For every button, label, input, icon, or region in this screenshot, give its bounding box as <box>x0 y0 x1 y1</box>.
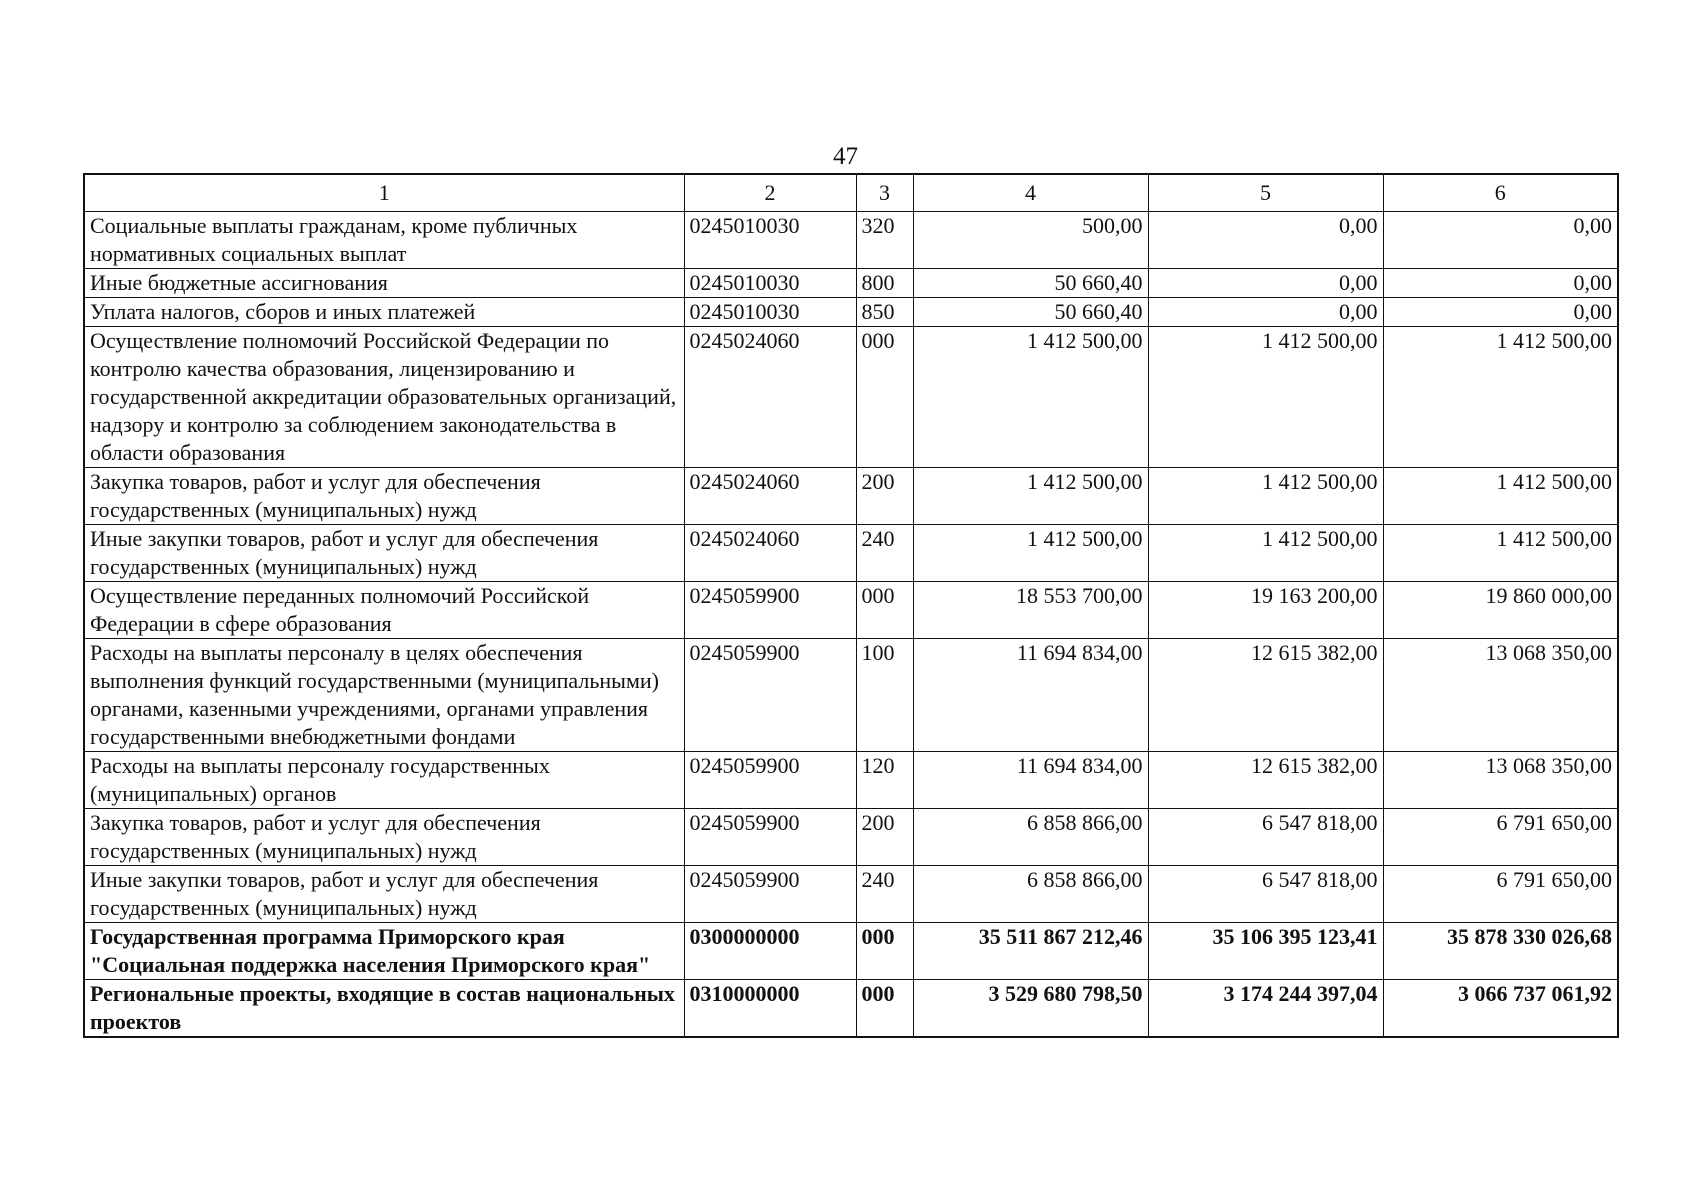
table-row <box>84 327 1618 468</box>
page-number: 47 <box>833 143 858 170</box>
table-body <box>84 212 1618 1038</box>
row-value-col4-cell: 35 511 867 212,46 <box>913 923 1148 980</box>
row-value-col6-cell: 0,00 <box>1383 212 1618 269</box>
column-header: 2 <box>684 174 856 212</box>
column-header: 1 <box>84 174 684 212</box>
row-value-col5-cell: 35 106 395 123,41 <box>1148 923 1383 980</box>
table-row <box>84 212 1618 269</box>
column-header: 5 <box>1148 174 1383 212</box>
row-value-col5-cell: 3 174 244 397,04 <box>1148 980 1383 1038</box>
table-header-row <box>84 174 1618 212</box>
table-row <box>84 298 1618 327</box>
row-code-cell: 0245024060 <box>684 327 856 468</box>
row-value-col6-cell: 3 066 737 061,92 <box>1383 980 1618 1038</box>
row-expense-type-cell: 850 <box>856 298 913 327</box>
row-name-cell: Региональные проекты, входящие в состав национальных проектов <box>84 980 684 1038</box>
row-code-cell: 0300000000 <box>684 923 856 980</box>
row-name-cell: Закупка товаров, работ и услуг для обеспечения государственных (муниципальных) нужд <box>84 468 684 525</box>
row-value-col6-cell: 1 412 500,00 <box>1383 468 1618 525</box>
row-value-col6-cell: 6 791 650,00 <box>1383 866 1618 923</box>
row-expense-type-cell: 100 <box>856 639 913 752</box>
row-value-col5-cell: 12 615 382,00 <box>1148 639 1383 752</box>
column-header: 4 <box>913 174 1148 212</box>
row-value-col6-cell: 35 878 330 026,68 <box>1383 923 1618 980</box>
row-code-cell: 0245059900 <box>684 582 856 639</box>
row-name-cell: Иные закупки товаров, работ и услуг для обеспечения государственных (муниципальных) нужд <box>84 866 684 923</box>
table-row <box>84 752 1618 809</box>
row-value-col4-cell: 11 694 834,00 <box>913 752 1148 809</box>
table-row <box>84 809 1618 866</box>
row-code-cell: 0245010030 <box>684 298 856 327</box>
row-expense-type-cell: 200 <box>856 809 913 866</box>
row-value-col5-cell: 1 412 500,00 <box>1148 468 1383 525</box>
row-value-col6-cell: 13 068 350,00 <box>1383 752 1618 809</box>
row-expense-type-cell: 000 <box>856 582 913 639</box>
column-header: 6 <box>1383 174 1618 212</box>
row-code-cell: 0245010030 <box>684 269 856 298</box>
row-expense-type-cell: 120 <box>856 752 913 809</box>
row-value-col4-cell: 50 660,40 <box>913 298 1148 327</box>
row-value-col4-cell: 6 858 866,00 <box>913 809 1148 866</box>
row-name-cell: Социальные выплаты гражданам, кроме публичных нормативных социальных выплат <box>84 212 684 269</box>
table-row <box>84 639 1618 752</box>
row-value-col4-cell: 18 553 700,00 <box>913 582 1148 639</box>
row-name-cell: Уплата налогов, сборов и иных платежей <box>84 298 684 327</box>
row-value-col6-cell: 0,00 <box>1383 269 1618 298</box>
row-value-col5-cell: 19 163 200,00 <box>1148 582 1383 639</box>
row-value-col6-cell: 19 860 000,00 <box>1383 582 1618 639</box>
table-row <box>84 269 1618 298</box>
row-name-cell: Закупка товаров, работ и услуг для обеспечения государственных (муниципальных) нужд <box>84 809 684 866</box>
row-value-col5-cell: 0,00 <box>1148 212 1383 269</box>
row-value-col5-cell: 6 547 818,00 <box>1148 809 1383 866</box>
row-value-col6-cell: 1 412 500,00 <box>1383 525 1618 582</box>
row-code-cell: 0245059900 <box>684 809 856 866</box>
row-name-cell: Осуществление полномочий Российской Федерации по контролю качества образования, лицензированию и государственной аккредитации образовательных организаций, надзору и контролю за соблюдением законодательства в области образования <box>84 327 684 468</box>
row-name-cell: Осуществление переданных полномочий Российской Федерации в сфере образования <box>84 582 684 639</box>
table-row <box>84 923 1618 980</box>
row-expense-type-cell: 000 <box>856 327 913 468</box>
row-expense-type-cell: 320 <box>856 212 913 269</box>
row-value-col6-cell: 0,00 <box>1383 298 1618 327</box>
table-row <box>84 525 1618 582</box>
row-expense-type-cell: 240 <box>856 866 913 923</box>
row-value-col4-cell: 50 660,40 <box>913 269 1148 298</box>
row-value-col4-cell: 500,00 <box>913 212 1148 269</box>
row-value-col6-cell: 1 412 500,00 <box>1383 327 1618 468</box>
row-name-cell: Государственная программа Приморского края "Социальная поддержка населения Приморского края" <box>84 923 684 980</box>
row-code-cell: 0310000000 <box>684 980 856 1038</box>
table-row <box>84 980 1618 1038</box>
row-expense-type-cell: 000 <box>856 923 913 980</box>
row-value-col5-cell: 6 547 818,00 <box>1148 866 1383 923</box>
row-value-col4-cell: 1 412 500,00 <box>913 327 1148 468</box>
row-code-cell: 0245010030 <box>684 212 856 269</box>
table-row <box>84 866 1618 923</box>
row-expense-type-cell: 000 <box>856 980 913 1038</box>
table-row <box>84 468 1618 525</box>
budget-table <box>83 173 1619 1038</box>
table-row <box>84 582 1618 639</box>
row-value-col6-cell: 13 068 350,00 <box>1383 639 1618 752</box>
row-code-cell: 0245059900 <box>684 752 856 809</box>
row-value-col4-cell: 6 858 866,00 <box>913 866 1148 923</box>
row-value-col5-cell: 1 412 500,00 <box>1148 327 1383 468</box>
row-code-cell: 0245059900 <box>684 639 856 752</box>
row-code-cell: 0245024060 <box>684 468 856 525</box>
row-expense-type-cell: 240 <box>856 525 913 582</box>
row-value-col5-cell: 0,00 <box>1148 298 1383 327</box>
row-code-cell: 0245059900 <box>684 866 856 923</box>
row-value-col5-cell: 12 615 382,00 <box>1148 752 1383 809</box>
row-name-cell: Расходы на выплаты персоналу в целях обеспечения выполнения функций государственными (муниципальными) органами, казенными учреждениями, органами управления государственными внебюджетными фондами <box>84 639 684 752</box>
row-name-cell: Расходы на выплаты персоналу государственных (муниципальных) органов <box>84 752 684 809</box>
row-name-cell: Иные бюджетные ассигнования <box>84 269 684 298</box>
column-header: 3 <box>856 174 913 212</box>
row-value-col4-cell: 3 529 680 798,50 <box>913 980 1148 1038</box>
row-value-col5-cell: 0,00 <box>1148 269 1383 298</box>
row-value-col4-cell: 11 694 834,00 <box>913 639 1148 752</box>
row-name-cell: Иные закупки товаров, работ и услуг для обеспечения государственных (муниципальных) нужд <box>84 525 684 582</box>
row-value-col4-cell: 1 412 500,00 <box>913 468 1148 525</box>
row-value-col6-cell: 6 791 650,00 <box>1383 809 1618 866</box>
row-code-cell: 0245024060 <box>684 525 856 582</box>
row-value-col4-cell: 1 412 500,00 <box>913 525 1148 582</box>
row-expense-type-cell: 800 <box>856 269 913 298</box>
row-expense-type-cell: 200 <box>856 468 913 525</box>
row-value-col5-cell: 1 412 500,00 <box>1148 525 1383 582</box>
